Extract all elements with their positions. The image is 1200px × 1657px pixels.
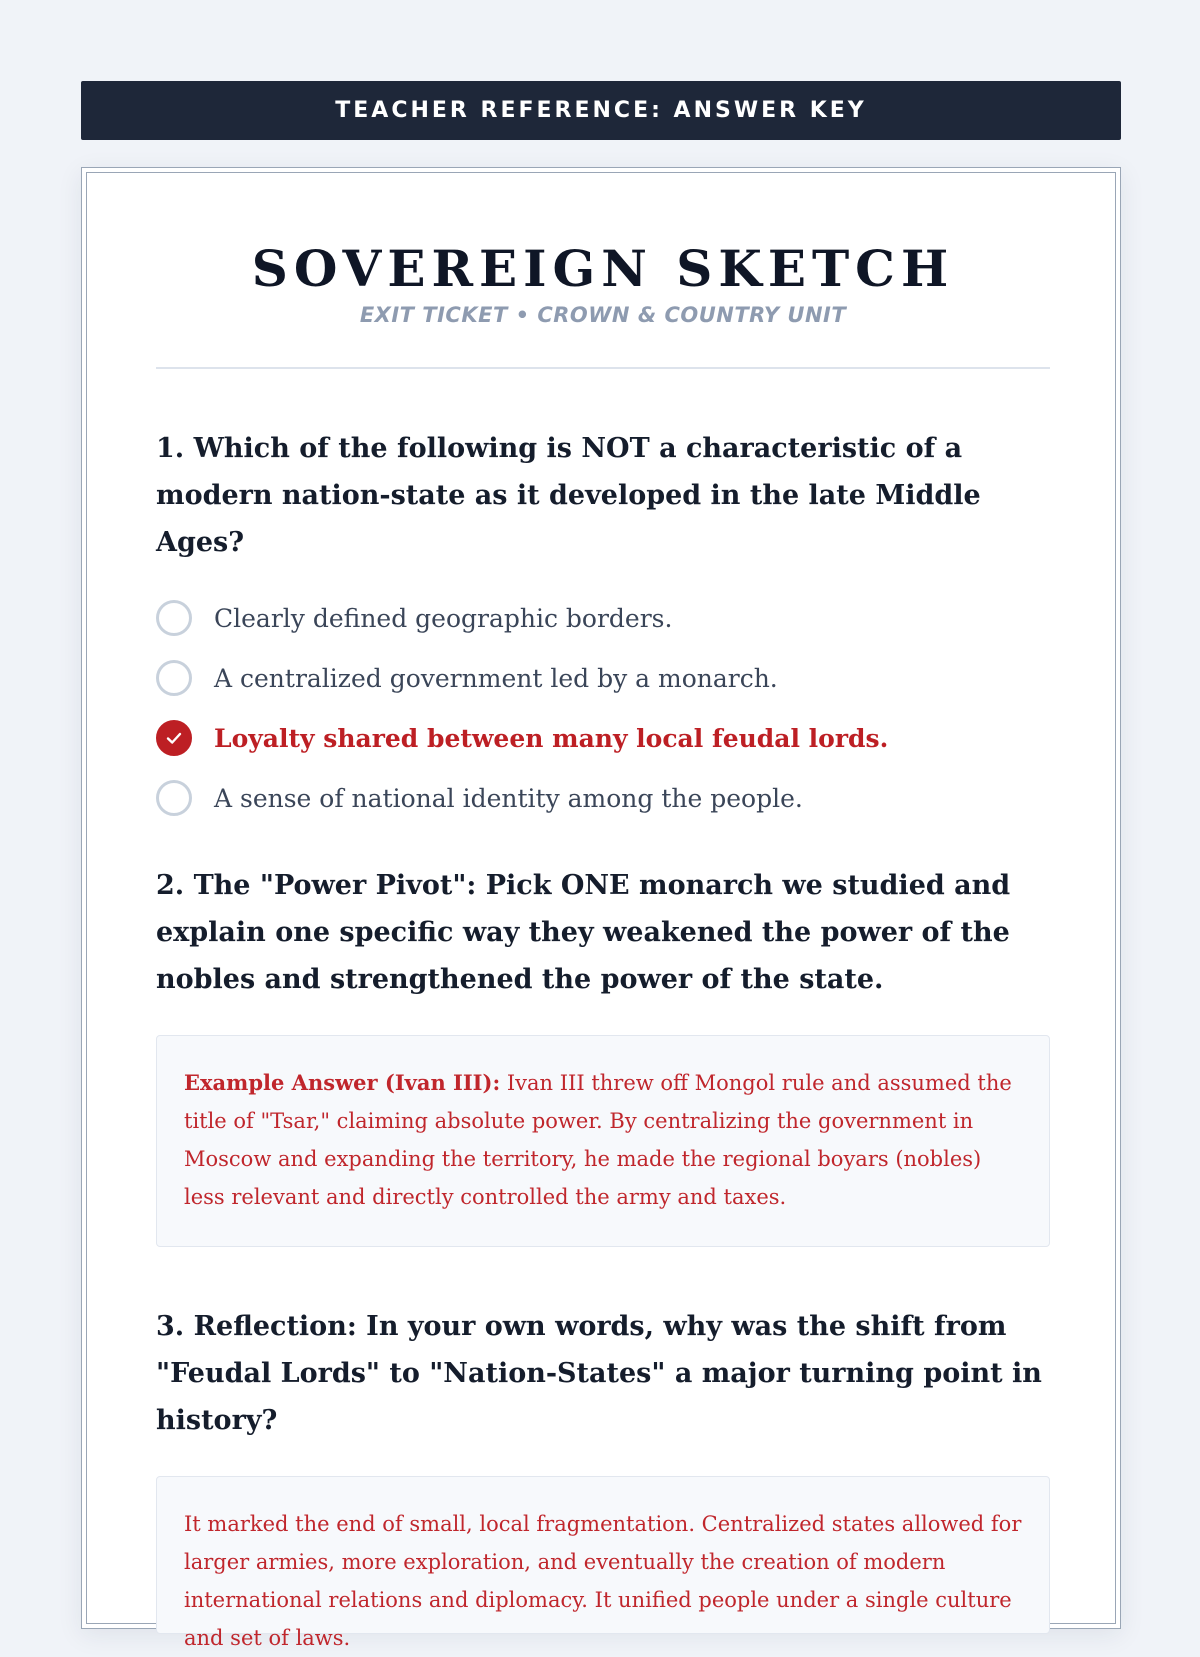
- option-a[interactable]: [156, 588, 1050, 648]
- answer-lead: Example Answer (Ivan III):: [184, 1070, 501, 1095]
- option-c[interactable]: [156, 708, 1050, 768]
- checkmark-icon: [164, 728, 184, 748]
- answer-key-banner: [81, 81, 1121, 140]
- option-b-label: A centralized government led by a monarch.: [214, 663, 778, 693]
- card-inner-border: [86, 172, 1116, 1650]
- radio-checked-icon[interactable]: [156, 720, 192, 756]
- question-1-options: [156, 588, 1050, 828]
- option-d-label: A sense of national identity among the people.: [214, 783, 803, 813]
- header-divider: [156, 367, 1050, 369]
- page-subtitle: EXIT TICKET • CROWN & COUNTRY UNIT: [359, 303, 847, 327]
- question-2-text: 2. The "Power Pivot": Pick ONE monarch we studied and explain one specific way they weakened the power of the nobles and strengthened the power of the state.: [156, 870, 1011, 995]
- question-3-answer-box: [156, 1476, 1050, 1650]
- question-1-text: 1. Which of the following is NOT a characteristic of a modern nation-state as it developed in the late Middle Ages?: [156, 433, 981, 558]
- banner-label: TEACHER REFERENCE: ANSWER KEY: [335, 98, 867, 123]
- answer-body: Ivan III threw off Mongol rule and assumed the title of "Tsar," claiming absolute power. By centralizing the government in Moscow and expanding the territory, he made the regional boyars (nobles) less relevant and directly controlled the army and taxes.: [184, 1071, 1012, 1209]
- option-b[interactable]: [156, 648, 1050, 708]
- option-d[interactable]: [156, 768, 1050, 828]
- radio-unchecked-icon[interactable]: [156, 780, 192, 816]
- reflection-answer-body: It marked the end of small, local fragmentation. Centralized states allowed for larger armies, more exploration, and eventually the creation of modern international relations and diplomacy. It unified people under a single culture and set of laws.: [184, 1512, 1022, 1650]
- radio-unchecked-icon[interactable]: [156, 600, 192, 636]
- question-2-answer-box: [156, 1035, 1050, 1247]
- option-c-label: Loyalty shared between many local feudal lords.: [214, 723, 889, 753]
- page-title: SOVEREIGN SKETCH: [251, 239, 955, 298]
- radio-unchecked-icon[interactable]: [156, 660, 192, 696]
- question-3-text: 3. Reflection: In your own words, why was the shift from "Feudal Lords" to "Nation-States" a major turning point in history?: [156, 1311, 1042, 1436]
- option-a-label: Clearly defined geographic borders.: [214, 603, 673, 633]
- card-content: [156, 173, 1050, 1650]
- exit-ticket-card: [81, 167, 1121, 1650]
